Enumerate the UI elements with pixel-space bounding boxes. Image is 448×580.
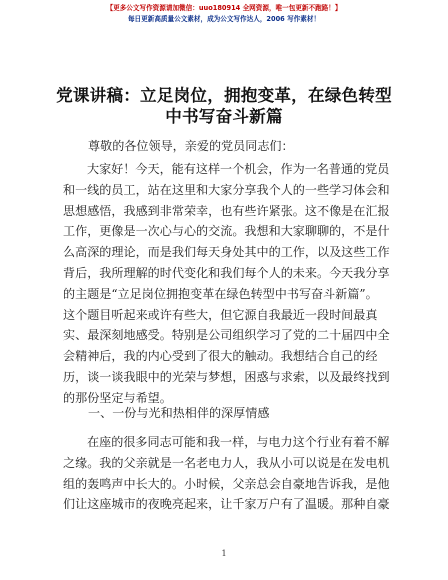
- paragraph-line: 会精神后，我的内心受到了很大的触动。我想结合自己的经: [63, 349, 378, 364]
- paragraph-line: 么高深的理论，而是我们每天身处其中的工作，以及这些工作: [63, 245, 390, 260]
- paragraph-line: 大家好！今天，能有这样一个机会，作为一名普通的党员: [87, 162, 390, 176]
- page-number: 1: [221, 549, 227, 558]
- greeting: 尊敬的各位领导，亲爱的党员同志们：: [88, 139, 294, 153]
- paragraph-line: 们让这座城市的夜晚亮起来，让千家万户有了温暖。那种自豪: [63, 497, 390, 512]
- paragraph-line: 历，谈一谈我眼中的光荣与梦想，困惑与求索，以及最终找到: [63, 369, 390, 384]
- promo-banner-line-1: 【更多公文写作资源请加微信：uuo180914 全网资源，唯一包更新不跑路！】: [106, 4, 342, 12]
- paragraph-line: 背后，我所理解的时代变化和我们每个人的未来。今天我分享: [63, 265, 390, 280]
- paragraph-line: 在座的很多同志可能和我一样，与电力这个行业有着不解: [87, 435, 390, 449]
- paragraph-line: 之缘。我的父亲就是一名老电力人，我从小可以说是在发电机: [63, 455, 390, 470]
- paragraph-2: [63, 432, 390, 515]
- paragraph-line: 的那份坚定与希望。: [63, 390, 172, 405]
- paragraph-line: 的主题是“立足岗位拥抱变革在绿色转型中书写奋斗新篇”。: [63, 286, 378, 301]
- paragraph-line: 实、最深刻地感受。特别是公司组织学习了党的二十届四中全: [63, 328, 390, 343]
- paragraph-line: 思想感悟，我感到非常荣幸，也有些许紧张。这不像是在汇报: [63, 203, 390, 218]
- document-title-line-2: 中书写奋斗新篇: [165, 107, 283, 126]
- paragraph-line: 和一线的员工，站在这里和大家分享我个人的一些学习体会和: [63, 182, 390, 197]
- paragraph-line: 工作，更像是一次心与心的交流。我想和大家聊聊的，不是什: [63, 224, 390, 239]
- paragraph-line: 这个题目听起来或许有些大，但它源自我最近一段时间最真: [63, 307, 378, 322]
- paragraph-line: 组的轰鸣声中长大的。小时候，父亲总会自豪地告诉我，是他: [63, 476, 390, 491]
- promo-banner-line-2: 每日更新高质量公文素材，成为公文写作达人，2006 写作素材！: [127, 15, 321, 23]
- document-title-line-1: 党课讲稿：立足岗位，拥抱变革，在绿色转型: [56, 86, 392, 105]
- section-heading: 一、一份与光和热相伴的深厚情感: [88, 406, 270, 420]
- paragraph-1: [63, 159, 390, 409]
